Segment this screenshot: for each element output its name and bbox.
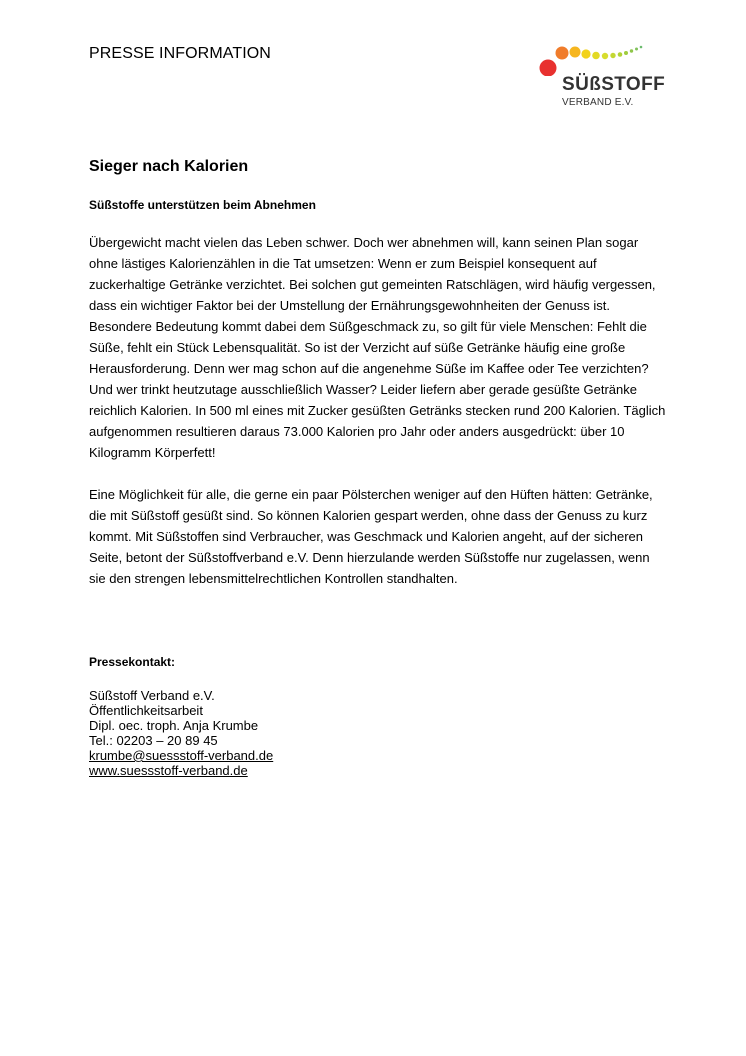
contact-phone: Tel.: 02203 – 20 89 45 (89, 733, 218, 748)
article-subheadline: Süßstoffe unterstützen beim Abnehmen (89, 198, 316, 212)
article-paragraph-2: Eine Möglichkeit für alle, die gerne ein paar Pölsterchen weniger auf den Hüften hätten: Getränke, die mit Süßstoff gesüßt sind. So können Kalorien gespart werden, ohne dass der Genuss zu kurz kommt. Mit Süßstoffen sind Verbraucher, was Geschmack und Kalorien angeht, auf der sicheren Seite, betont der Süßstoffverband e.V. Denn hierzulande werden Süßstoffe nur zugelassen, wenn sie den strengen lebensmittelrechtlichen Kontrollen standhalten. (89, 487, 653, 586)
article-paragraph-1: Übergewicht macht vielen das Leben schwer. Doch wer abnehmen will, kann seinen Plan sogar ohne lästiges Kalorienzählen in die Tat umsetzen: Wenn er zum Beispiel konsequent auf zuckerhaltige Getränke verzichtet. Bei solchen gut gemeinten Ratschlägen, wird häufig vergessen, dass ein wichtiger Faktor bei der Umstellung der Ernährungsgewohnheiten der Genuss ist. Besondere Bedeutung kommt dabei dem Süßgeschmack zu, so gilt für viele Menschen: Fehlt die Süße, fehlt ein Stück Lebensqualität. So ist der Verzicht auf süße Getränke häufig eine große Herausforderung. Denn wer mag schon auf die angenehme Süße im Kaffee oder Tee verzichten? Und wer trinkt heutzutage ausschließlich Wasser? Leider liefern aber gerade gesüßte Getränke reichlich Kalorien. In 500 ml eines mit Zucker gesüßten Getränks stecken rund 200 Kalorien. Täglich aufgenommen resultieren daraus 73.000 Kalorien pro Jahr oder anders ausgedrückt: über 10 Kilogramm Körperfett! (89, 235, 666, 460)
contact-website-link[interactable]: www.suessstoff-verband.de (89, 763, 248, 778)
article-headline: Sieger nach Kalorien (89, 158, 249, 175)
contact-department: Öffentlichkeitsarbeit (89, 703, 203, 718)
press-info-title: PRESSE INFORMATION (89, 45, 271, 62)
press-contact-heading: Pressekontakt: (89, 655, 176, 669)
contact-email-link[interactable]: krumbe@suessstoff-verband.de (89, 748, 274, 763)
contact-organization: Süßstoff Verband e.V. (89, 688, 215, 703)
logo-subline: VERBAND E.V. (562, 97, 634, 108)
suessstoff-verband-logo (536, 44, 676, 110)
contact-person: Dipl. oec. troph. Anja Krumbe (89, 718, 259, 733)
logo-wordmark: SÜßSTOFF (562, 74, 666, 95)
press-contact-block (89, 688, 273, 778)
logo-dots-icon (536, 44, 676, 76)
